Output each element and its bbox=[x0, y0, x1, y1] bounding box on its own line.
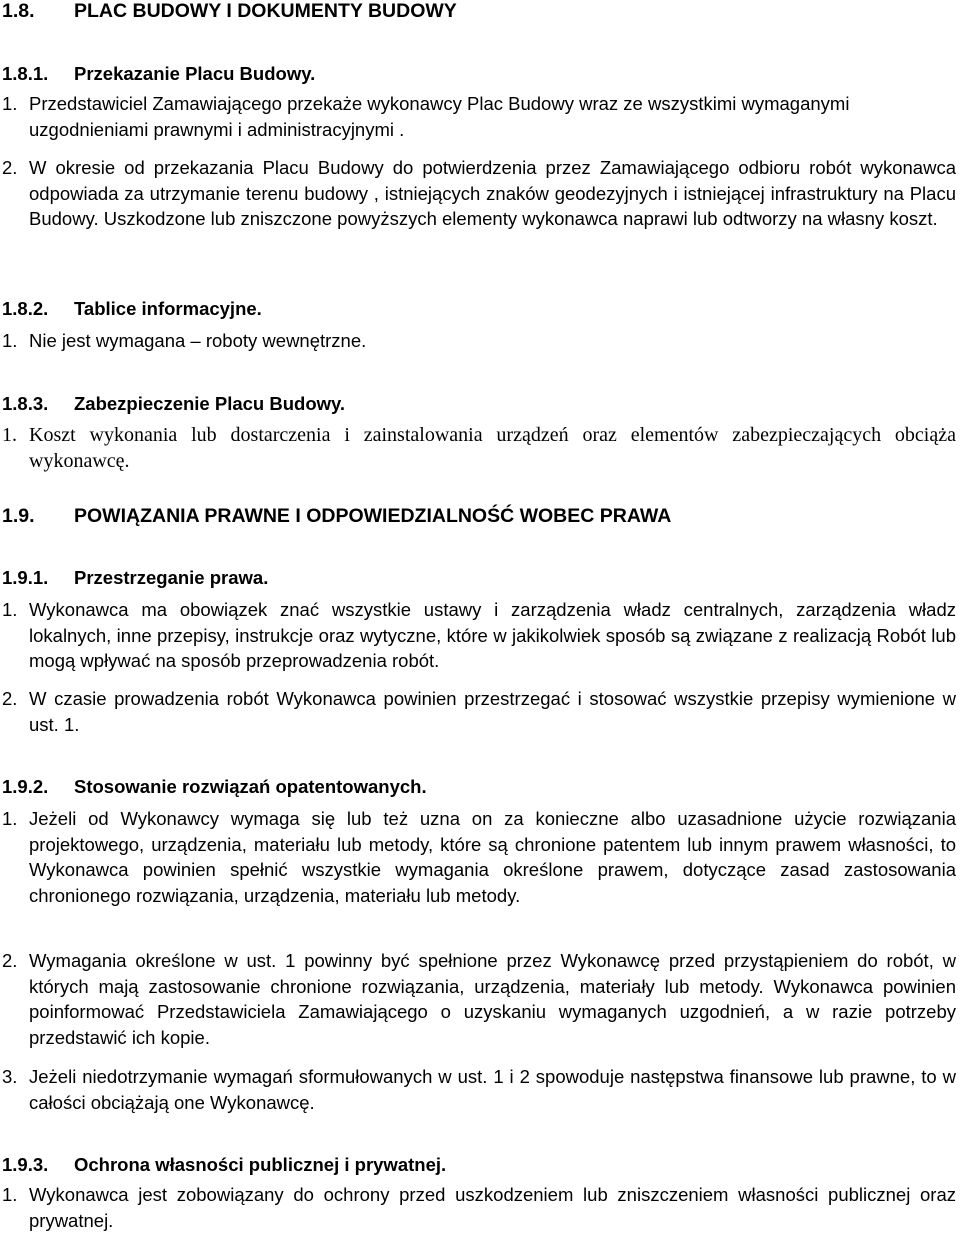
section-number: 1.9. bbox=[2, 505, 35, 527]
subsection-heading-1-9-2 bbox=[2, 776, 427, 798]
section-title: POWIĄZANIA PRAWNE I ODPOWIEDZIALNOŚĆ WOBEC PRAWA bbox=[74, 505, 672, 527]
item-text: Nie jest wymagana – roboty wewnętrzne. bbox=[29, 330, 367, 351]
subsection-number: 1.9.1. bbox=[2, 567, 49, 588]
list-item bbox=[2, 91, 956, 142]
item-text: Wykonawca ma obowiązek znać wszystkie ustawy i zarządzenia władz centralnych, zarządzenia władz lokalnych, inne przepisy, instrukcje oraz wytyczne, które w jakikolwiek sposób są związane z realizacją Robót lub mogą wpływać na sposób przeprowadzenia robót. bbox=[29, 599, 956, 672]
section-title: PLAC BUDOWY I DOKUMENTY BUDOWY bbox=[74, 0, 457, 22]
item-number: 2. bbox=[2, 157, 18, 178]
list-item bbox=[2, 806, 956, 908]
section-number: 1.8. bbox=[2, 0, 35, 22]
item-number: 1. bbox=[2, 1184, 18, 1205]
subsection-heading-1-9-1 bbox=[2, 567, 268, 589]
item-text: W okresie od przekazania Placu Budowy do potwierdzenia przez Zamawiającego odbioru robót wykonawca odpowiada za utrzymanie terenu budowy , istniejących znaków geodezyjnych i istniejącej infrastruktury na Placu Budowy. Uszkodzone lub zniszczone powyższych elementy wykonawca naprawi lub odtworzy na własny koszt. bbox=[29, 157, 956, 230]
subsection-title: Ochrona własności publicznej i prywatnej. bbox=[74, 1154, 447, 1175]
subsection-number: 1.8.1. bbox=[2, 63, 49, 84]
subsection-title: Zabezpieczenie Placu Budowy. bbox=[74, 393, 346, 414]
subsection-title: Przekazanie Placu Budowy. bbox=[74, 63, 316, 84]
item-number: 2. bbox=[2, 688, 18, 709]
item-number: 1. bbox=[2, 599, 18, 620]
subsection-heading-1-9-3 bbox=[2, 1154, 446, 1176]
list-item bbox=[2, 1064, 956, 1115]
item-text: Jeżeli od Wykonawcy wymaga się lub też uzna on za konieczne albo uzasadnione użycie rozwiązania projektowego, urządzenia, materiału lub metody, które są chronione patentem lub innym prawem własności, to Wykonawca powinien spełnić wszystkie wymagania określone prawem, dotyczące zasad zastosowania chronionego rozwiązania, urządzenia, materiału lub metody. bbox=[29, 808, 956, 906]
section-heading-1-8 bbox=[2, 0, 457, 23]
subsection-number: 1.8.2. bbox=[2, 298, 49, 319]
subsection-title: Przestrzeganie prawa. bbox=[74, 567, 269, 588]
list-item bbox=[2, 686, 956, 737]
item-text: Wymagania określone w ust. 1 powinny być spełnione przez Wykonawcę przed przystąpieniem do robót, w których mają zastosowanie chronione rozwiązania, urządzenia, materiały lub metody. Wykonawca powinien poinformować Przedstawiciela Zamawiającego o uzyskaniu wymaganych uzgodnień, a w razie potrzeby przedstawić ich kopie. bbox=[29, 950, 956, 1048]
list-item bbox=[2, 423, 956, 474]
list-item bbox=[2, 1182, 956, 1233]
subsection-number: 1.9.3. bbox=[2, 1154, 49, 1175]
item-text: Jeżeli niedotrzymanie wymagań sformułowanych w ust. 1 i 2 spowoduje następstwa finansowe lub prawne, to w całości obciążają one Wykonawcę. bbox=[29, 1066, 956, 1113]
subsection-heading-1-8-3 bbox=[2, 393, 345, 415]
item-number: 1. bbox=[2, 93, 18, 114]
list-item bbox=[2, 328, 956, 354]
subsection-number: 1.8.3. bbox=[2, 393, 49, 414]
item-text: Przedstawiciel Zamawiającego przekaże wykonawcy Plac Budowy wraz ze wszystkimi wymaganymi uzgodnieniami prawnymi i administracyjnymi . bbox=[29, 93, 850, 140]
item-text: Wykonawca jest zobowiązany do ochrony przed uszkodzeniem lub zniszczeniem własności publicznej oraz prywatnej. bbox=[29, 1184, 956, 1231]
item-number: 1. bbox=[2, 424, 17, 446]
item-text: Koszt wykonania lub dostarczenia i zainstalowania urządzeń oraz elementów zabezpieczających obciąża wykonawcę. bbox=[29, 424, 956, 472]
subsection-title: Stosowanie rozwiązań opatentowanych. bbox=[74, 776, 427, 797]
item-number: 1. bbox=[2, 330, 18, 351]
list-item bbox=[2, 155, 956, 232]
subsection-heading-1-8-1 bbox=[2, 63, 315, 85]
subsection-number: 1.9.2. bbox=[2, 776, 49, 797]
section-heading-1-9 bbox=[2, 505, 671, 528]
item-number: 2. bbox=[2, 950, 18, 971]
subsection-heading-1-8-2 bbox=[2, 298, 262, 320]
item-number: 1. bbox=[2, 808, 18, 829]
subsection-title: Tablice informacyjne. bbox=[74, 298, 262, 319]
item-text: W czasie prowadzenia robót Wykonawca powinien przestrzegać i stosować wszystkie przepisy wymienione w ust. 1. bbox=[29, 688, 956, 735]
list-item bbox=[2, 597, 956, 674]
list-item bbox=[2, 948, 956, 1050]
item-number: 3. bbox=[2, 1066, 18, 1087]
